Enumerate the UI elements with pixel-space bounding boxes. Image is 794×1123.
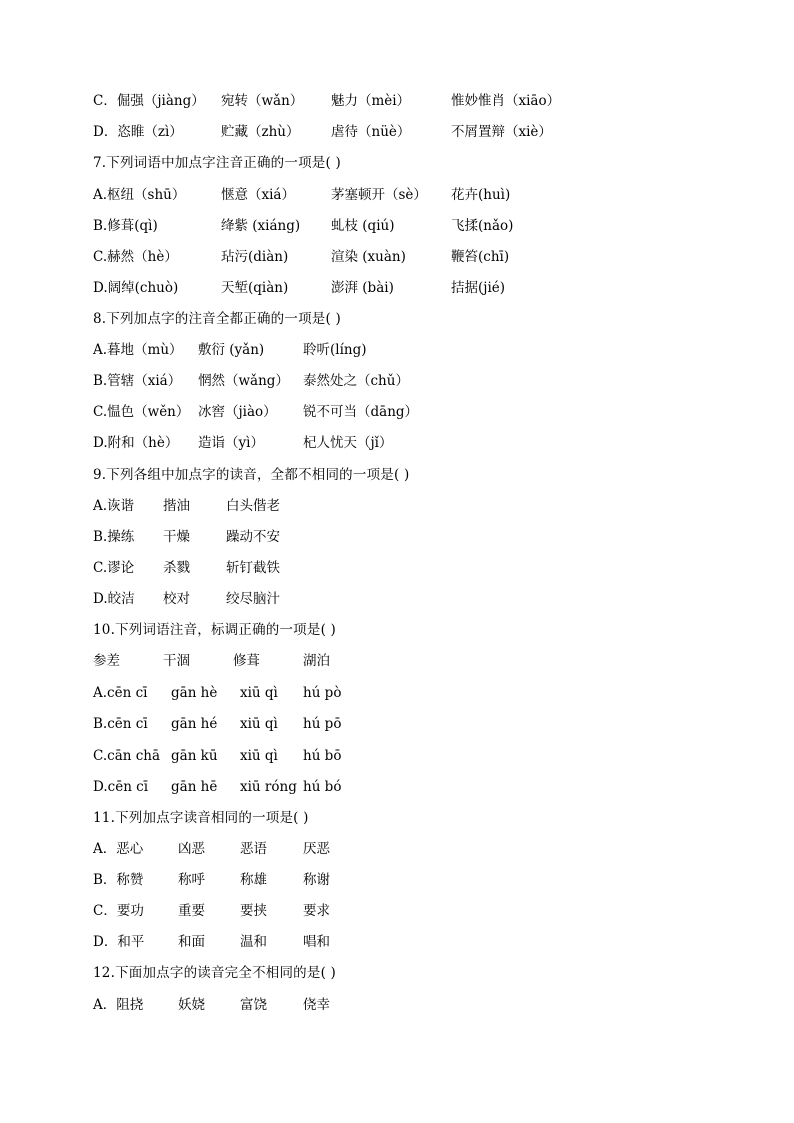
option-item (303, 746, 341, 766)
option-item (93, 122, 183, 142)
option-item (93, 496, 134, 516)
option-item (93, 589, 135, 609)
option-item (198, 433, 264, 453)
option-item (163, 496, 190, 516)
option-item (93, 247, 178, 267)
option-text: xiū qì (240, 685, 278, 701)
option-text: 干涸 (163, 653, 190, 669)
option-item (221, 247, 288, 267)
option-text: 恶心 (116, 841, 144, 857)
option-label: D. (93, 435, 108, 451)
option-item (303, 714, 341, 734)
option-item (303, 651, 330, 671)
option-item (178, 995, 205, 1015)
option-item (163, 589, 190, 609)
option-label: D． (93, 124, 118, 140)
option-item (303, 995, 330, 1015)
option-text: cēn cī (107, 685, 148, 701)
option-item (240, 683, 278, 703)
option-item (240, 777, 297, 797)
option-label: C. (93, 249, 108, 265)
option-item (240, 714, 278, 734)
question-stem: 7.下列词语中加点字注音正确的一项是( ) (93, 155, 341, 171)
option-item (303, 371, 409, 391)
option-item (163, 527, 190, 547)
option-item (240, 995, 267, 1015)
question-stem: 10.下列词语注音，标调正确的一项是( ) (93, 622, 336, 638)
option-item (226, 496, 280, 516)
option-item (93, 683, 147, 703)
option-text: hú bō (303, 748, 342, 764)
option-text: 虐待（nüè） (331, 124, 411, 140)
option-item (93, 433, 178, 453)
option-item (93, 558, 134, 578)
option-item (93, 402, 189, 422)
option-item (198, 402, 277, 422)
option-item (240, 932, 267, 952)
option-text: 冰窖（jiào） (198, 404, 277, 420)
option-text: 附和（hè） (107, 435, 179, 451)
option-text: 枢纽（shū） (107, 187, 186, 203)
option-text: 干燥 (163, 529, 190, 545)
option-text: 飞揉(nǎo) (451, 218, 514, 234)
option-item (93, 901, 144, 921)
option-text: 宛转（wǎn） (221, 93, 304, 109)
option-text: 称呼 (178, 872, 205, 888)
option-text: 虬枝 (qiú) (331, 218, 395, 234)
option-text: 阻挠 (116, 997, 144, 1013)
option-item (331, 122, 410, 142)
option-label: A. (93, 187, 108, 203)
option-text: xiū qì (240, 748, 278, 764)
option-text: hú pō (303, 716, 342, 732)
option-text: 揩油 (163, 498, 190, 514)
option-item (221, 216, 300, 236)
option-text: 修葺(qì) (107, 218, 158, 234)
option-text: 惘然（wǎng） (198, 373, 289, 389)
option-text: 渲染 (xuàn) (331, 249, 406, 265)
option-item (93, 340, 183, 360)
option-item (93, 527, 134, 547)
option-item (451, 247, 509, 267)
option-item (198, 371, 289, 391)
option-item (451, 216, 513, 236)
option-text: 富饶 (240, 997, 267, 1013)
option-item (221, 185, 295, 205)
option-label: A. (93, 342, 108, 358)
option-text: 唱和 (303, 934, 330, 950)
option-text: 贮藏（zhù） (221, 124, 300, 140)
option-text: hú bó (303, 779, 342, 795)
option-item (331, 185, 427, 205)
option-text: cēn cī (107, 779, 149, 795)
option-item (240, 870, 267, 890)
option-item (240, 746, 278, 766)
option-text: 魅力（mèi） (331, 93, 411, 109)
option-text: 绞尽脑汁 (226, 591, 280, 607)
option-text: 锐不可当（dāng） (303, 404, 419, 420)
option-item (178, 839, 205, 859)
option-item (331, 216, 394, 236)
option-text: 泰然处之（chǔ） (303, 373, 409, 389)
option-item (233, 651, 260, 671)
option-text: 称雄 (240, 872, 267, 888)
option-item (240, 901, 267, 921)
option-text: 恶语 (240, 841, 267, 857)
question-stem: 11.下列加点字读音相同的一项是( ) (93, 810, 309, 826)
option-text: 参差 (93, 653, 120, 669)
option-text: 校对 (163, 591, 190, 607)
option-item (93, 278, 178, 298)
option-item (93, 746, 160, 766)
option-label: B. (93, 716, 108, 732)
option-item (93, 91, 205, 111)
option-label: D. (93, 779, 108, 795)
option-text: 要挟 (240, 903, 267, 919)
option-item (303, 901, 330, 921)
option-item (93, 870, 143, 890)
option-item (451, 278, 505, 298)
option-label: A. (93, 498, 108, 514)
option-text: 躁动不安 (226, 529, 280, 545)
option-text: 和平 (117, 934, 145, 950)
option-text: 管辖（xiá） (107, 373, 182, 389)
option-item (226, 558, 280, 578)
option-text: 敷衍 (yǎn) (198, 342, 265, 358)
option-text: 聆听(líng) (303, 342, 367, 358)
option-label: C． (93, 93, 117, 109)
option-text: xiū qì (240, 716, 278, 732)
option-label: A． (93, 841, 117, 857)
option-text: 称赞 (116, 872, 144, 888)
option-text: cēn cī (107, 716, 148, 732)
option-item (226, 527, 280, 547)
option-text: hú pò (303, 685, 342, 701)
option-item (221, 122, 300, 142)
option-item (221, 91, 303, 111)
option-text: 天堑(qiàn) (221, 280, 289, 296)
option-text: xiū róng (240, 779, 297, 795)
option-item (303, 839, 330, 859)
option-item (451, 185, 510, 205)
option-item (303, 777, 341, 797)
option-text: 茅塞顿开（sè） (331, 187, 427, 203)
option-item (303, 340, 367, 360)
option-item (93, 932, 144, 952)
option-label: D． (93, 934, 118, 950)
option-item (240, 839, 267, 859)
option-text: 恣睢（zì） (117, 124, 183, 140)
option-text: 凶恶 (178, 841, 205, 857)
option-text: 谬论 (107, 560, 135, 576)
option-text: 要求 (303, 903, 330, 919)
option-item (303, 932, 330, 952)
option-label: C． (93, 903, 117, 919)
option-label: C. (93, 748, 108, 764)
option-item (198, 340, 264, 360)
option-item (171, 714, 217, 734)
option-text: 温和 (240, 934, 267, 950)
option-item (331, 278, 394, 298)
option-text: 阔绰(chuò) (107, 280, 179, 296)
option-item (178, 932, 205, 952)
option-text: 修葺 (233, 653, 260, 669)
option-label: B． (93, 872, 117, 888)
option-item (93, 185, 185, 205)
option-label: A． (93, 997, 117, 1013)
option-item (163, 651, 190, 671)
option-text: 称谢 (303, 872, 330, 888)
option-text: 杞人忧天（jǐ） (303, 435, 393, 451)
option-text: 厌恶 (303, 841, 330, 857)
option-text: 花卉(huì) (451, 187, 511, 203)
option-text: 侥幸 (303, 997, 330, 1013)
option-text: 绛紫 (xiáng) (221, 218, 301, 234)
option-text: 要功 (116, 903, 144, 919)
option-label: B. (93, 373, 108, 389)
option-text: gān hè (171, 685, 218, 701)
question-stem: 12.下面加点字的读音完全不相同的是( ) (93, 965, 336, 981)
option-text: 白头偕老 (226, 498, 280, 514)
option-label: B. (93, 218, 108, 234)
option-text: 造诣（yì） (198, 435, 264, 451)
option-text: 惬意（xiá） (221, 187, 295, 203)
option-item (171, 683, 217, 703)
option-text: 暮地（mù） (107, 342, 183, 358)
option-text: 赫然（hè） (107, 249, 178, 265)
option-item (93, 839, 143, 859)
option-item (93, 714, 148, 734)
option-text: 操练 (107, 529, 135, 545)
option-text: 杀戮 (163, 560, 190, 576)
option-text: 倔强（jiàng） (116, 93, 205, 109)
option-item (93, 777, 148, 797)
option-item (171, 746, 218, 766)
option-text: 鞭笞(chī) (451, 249, 510, 265)
option-item (331, 247, 406, 267)
option-text: 和面 (178, 934, 205, 950)
option-item (303, 683, 341, 703)
option-item (331, 91, 410, 111)
option-item (178, 870, 205, 890)
option-item (451, 91, 560, 111)
option-text: 重要 (178, 903, 205, 919)
option-text: 妖娆 (178, 997, 205, 1013)
option-label: D. (93, 591, 108, 607)
option-item (178, 901, 205, 921)
option-text: 湖泊 (303, 653, 330, 669)
option-label: A. (93, 685, 108, 701)
option-label: C. (93, 404, 108, 420)
option-label: D. (93, 280, 108, 296)
option-text: 不屑置辩（xiè） (451, 124, 552, 140)
option-item (303, 402, 418, 422)
option-text: gān kū (171, 748, 218, 764)
option-item (93, 371, 181, 391)
option-text: 诙谐 (107, 498, 135, 514)
question-stem: 9.下列各组中加点字的读音，全都不相同的一项是( ) (93, 467, 410, 483)
option-text: cān chā (107, 748, 161, 764)
option-text: 澎湃 (bài) (331, 280, 394, 296)
option-text: gān hé (171, 716, 218, 732)
option-item (451, 122, 552, 142)
option-text: 拮据(jié) (451, 280, 506, 296)
option-item (163, 558, 190, 578)
option-text: 斩钉截铁 (226, 560, 280, 576)
option-text: 惟妙惟肖（xiāo） (451, 93, 561, 109)
option-item (93, 651, 120, 671)
option-text: 玷污(diàn) (221, 249, 289, 265)
option-item (303, 870, 330, 890)
option-text: 皎洁 (107, 591, 135, 607)
option-item (171, 777, 217, 797)
option-text: 愠色（wěn） (107, 404, 190, 420)
option-item (93, 995, 143, 1015)
option-item (221, 278, 288, 298)
option-item (93, 216, 158, 236)
option-label: B. (93, 529, 108, 545)
option-label: C. (93, 560, 108, 576)
option-item (226, 589, 280, 609)
option-text: gān hē (171, 779, 218, 795)
option-item (303, 433, 393, 453)
question-stem: 8.下列加点字的注音全都正确的一项是( ) (93, 311, 341, 327)
